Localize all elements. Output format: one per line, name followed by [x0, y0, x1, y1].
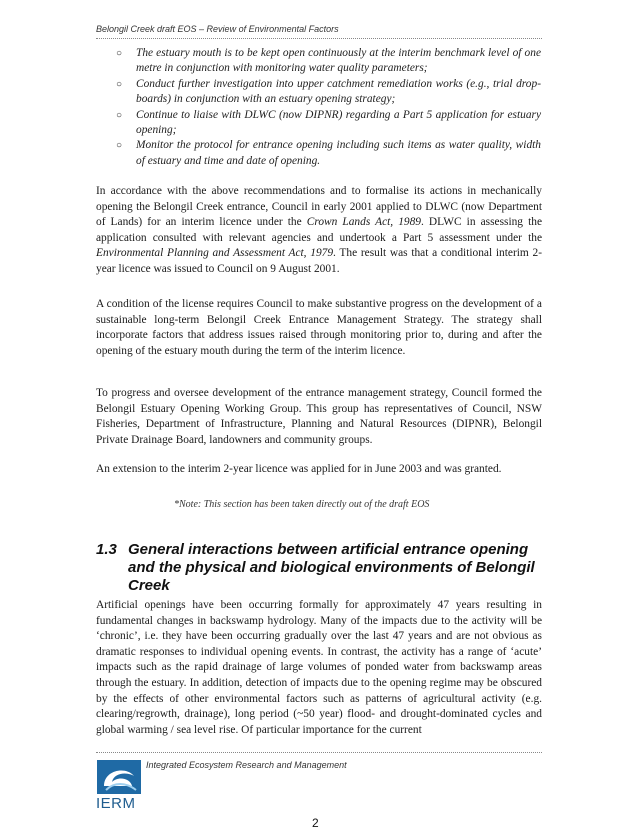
running-header: Belongil Creek draft EOS – Review of Environmental Factors: [96, 24, 339, 34]
paragraph-working-group: To progress and oversee development of the entrance management strategy, Council formed the Belongil Estuary Opening Working Group. This group has representatives of Council, NSW Fisheries, Department of Infrastructure, Planning and Natural Resources (DIPNR), Belongil Private Drainage Board, landowners and community groups.: [96, 387, 542, 446]
bullet-circle-icon: ○: [116, 109, 123, 121]
source-note: *Note: This section has been taken directly out of the draft EOS: [174, 499, 430, 510]
list-item: ○ Continue to liaise with DLWC (now DIPNR) regarding a Part 5 application for estuary opening;: [116, 108, 541, 137]
bullet-circle-icon: ○: [116, 78, 123, 90]
paragraph-extension: An extension to the interim 2-year licence was applied for in June 2003 and was granted.: [96, 463, 502, 475]
paragraph-condition: A condition of the license requires Council to make substantive progress on the development of a sustainable long-term Belongil Creek Entrance Management Strategy. The strategy shall incorporate factors that address issues raised through monitoring prior to, during and after the opening of the estuary mouth during the term of the interim licence.: [96, 298, 542, 357]
recommendation-list: [116, 46, 541, 169]
bullet-circle-icon: ○: [116, 140, 123, 152]
logo-text: IERM: [96, 795, 136, 812]
paragraph-licence: In accordance with the above recommendations and to formalise its actions in mechanically opening the Belongil Creek entrance, Council in early 2001 applied to DLWC (now Department of Lands) for an interim licence under the Crown Lands Act, 1989. DLWC in assessing the application consulted with relevant agencies and undertook a Part 5 assessment under the Environmental Planning and Assessment Act, 1979. The result was that a conditional interim 2-year licence was issued to Council on 9 August 2001.: [96, 185, 542, 275]
footer-organisation: Integrated Ecosystem Research and Management: [146, 760, 347, 770]
paragraph-interactions: Artificial openings have been occurring formally for approximately 47 years resulting in fundamental changes in backswamp hydrology. Many of the impacts due to the activity will be ‘chronic’, i.e. they have been occurring gradually over the last 47 years and are not obvious as dramatic responses to individual opening events. In contrast, the activity has a range of ‘acute’ impacts such as the rapid drainage of large volumes of ponded water from backswamp areas through the estuary. In addition, detection of impacts due to the opening regime may be obscured by the effects of other environmental factors such as patterns of agricultural activity (e.g. clearing/regrowth, drainage), long period (~50 year) flood- and drought-dominated cycles and global warming / sea level rise. Of particular importance for the current: [96, 599, 542, 736]
page-number: 2: [312, 816, 319, 830]
bullet-circle-icon: ○: [116, 48, 123, 59]
footer-rule: [96, 752, 542, 753]
section-heading: [96, 541, 548, 595]
section-number: 1.3: [96, 541, 117, 558]
list-item: ○ The estuary mouth is to be kept open continuously at the interim benchmark level of one metre in conjunction with monitoring water quality parameters;: [116, 47, 541, 75]
header-rule: [96, 38, 542, 39]
section-title: General interactions between artificial entrance opening and the physical and biological environments of Belongil Creek: [128, 541, 535, 594]
list-item: ○ Conduct further investigation into upper catchment remediation works (e.g., trial drop-boards) in conjunction with an estuary opening strategy;: [116, 77, 541, 106]
list-item: ○ Monitor the protocol for entrance opening including such items as water quality, width of estuary and time and date of opening.: [116, 139, 541, 167]
